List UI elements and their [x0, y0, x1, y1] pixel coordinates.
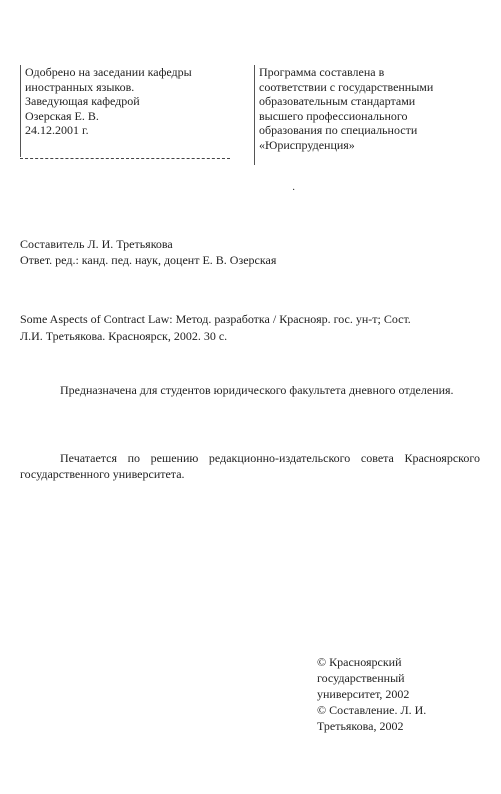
approval-line: Одобрено на заседании кафедры	[25, 65, 192, 79]
program-standard-note	[254, 65, 481, 165]
copyright-block	[317, 654, 492, 734]
approval-line: иностранных языков.	[25, 79, 135, 94]
editor-line: Ответ. ред.: канд. пед. наук, доцент Е. В. Озерская	[20, 253, 277, 267]
approval-line: Заведующая кафедрой	[25, 94, 140, 108]
program-line: Программа составлена в	[259, 65, 385, 79]
copyright-line: Третьякова, 2002	[317, 719, 404, 733]
approval-line: 24.12.2001 г.	[25, 123, 89, 137]
credits-block	[20, 236, 276, 268]
copyright-line: © Красноярский	[317, 655, 402, 669]
program-line: образовательным стандартами	[259, 94, 416, 108]
purpose-paragraph: Предназначена для студентов юридического факультета дневного отделения.	[60, 383, 454, 397]
copyright-line: государственный	[317, 671, 405, 685]
approval-line: Озерская Е. В.	[25, 108, 99, 123]
copyright-line: © Составление. Л. И.	[317, 703, 427, 717]
program-line: «Юриспруденция»	[259, 137, 355, 152]
citation-line-2: Л.И. Третьякова. Красноярск, 2002. 30 с.	[20, 329, 228, 343]
copyright-line: университет, 2002	[317, 687, 410, 701]
program-text	[259, 65, 481, 152]
approval-text	[25, 65, 243, 138]
program-line: соответствии с государственными	[259, 79, 434, 94]
dashed-divider	[20, 158, 230, 159]
bibliographic-citation	[20, 311, 480, 345]
stray-dot: ·	[292, 185, 296, 196]
compiler-line: Составитель Л. И. Третьякова	[20, 237, 173, 251]
program-line: образования по специальности	[259, 123, 418, 137]
publication-note-paragraph: Печатается по решению редакционно-издательского совета Красноярского государственного университета.	[20, 451, 480, 481]
citation-line-1: Some Aspects of Contract Law: Метод. разработка / Краснояр. гос. ун-т; Сост.	[20, 312, 411, 326]
approval-stamp	[20, 65, 243, 157]
program-line: высшего профессионального	[259, 108, 408, 123]
